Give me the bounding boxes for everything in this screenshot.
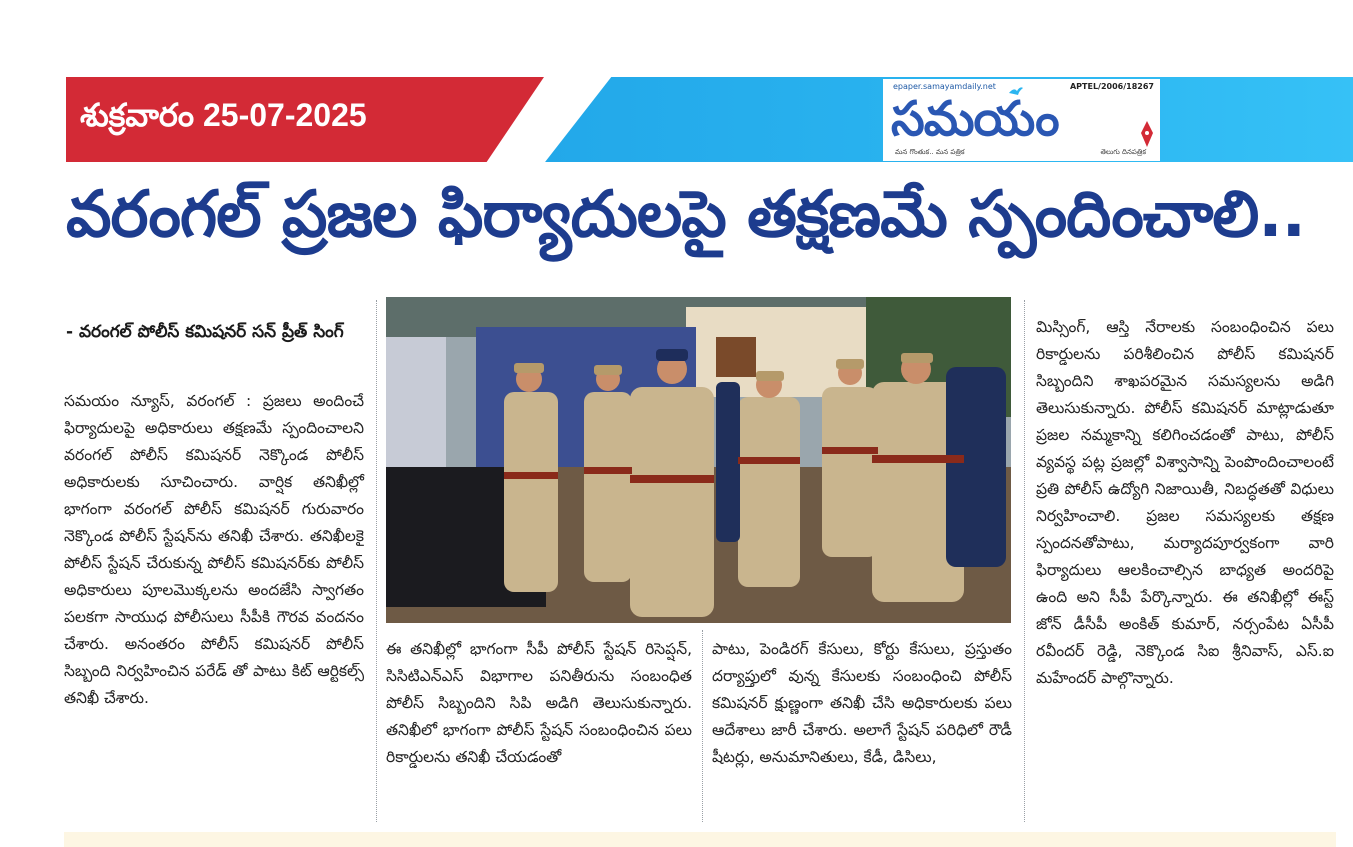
article-photo [386, 297, 1011, 623]
logo-tagline-left: మన గొంతుక.. మన పత్రిక [895, 148, 965, 156]
issue-date: శుక్రవారం 25-07-2025 [80, 97, 367, 133]
article-column-3: పాటు, పెండిరగ్ కేసులు, కోర్టు కేసులు, ప్రస్తుతం దర్యాప్తులో వున్న కేసులకు సంబంధించి పోలీస్ కమిషనర్ క్షుణ్ణంగా తనిఖీ చేసి అధికారులకు పలు ఆదేశాలు జారీ చేశారు. అలాగే స్టేషన్ పరిధిలో రౌడీ షీటర్లు, అనుమానితులు, కేడీ, డిసిలు, [712, 640, 1012, 766]
logo-registration: APTEL/2006/18267 [1069, 82, 1154, 91]
article-column-2: ఈ తనిఖీల్లో భాగంగా సీపీ పోలీస్ స్టేషన్ రిసెప్షన్, సిసిటిఎన్ఎస్ విభాగాల పనితీరును సంబంధిత పోలీస్ సిబ్బందిని సిపి అడిగి తెలుసుకున్నారు. తనిఖీలో భాగంగా పోలీస్ స్టేషన్ సంబంధించిన పలు రికార్డులను తనిఖీ చేయడంతో [386, 640, 692, 766]
article-column-4: మిస్సింగ్, ఆస్తి నేరాలకు సంబంధించిన పలు రికార్డులను పరిశీలించిన పోలీస్ కమిషనర్ సిబ్బందిని శాఖపరమైన సమస్యలను అడిగి తెలుసుకున్నారు. పోలీస్ కమిషనర్ మాట్లాడుతూ ప్రజల నమ్మకాన్ని కలిగించడంతో పాటు, పోలీస్ వ్యవస్థ పట్ల ప్రజల్లో విశ్వాసాన్ని పెంపొందించాలంటే ప్రతి పోలీస్ ఉద్యోగి నిజాయితీ, నిబద్ధతతో విధులు నిర్వహించాలి. ప్రజల సమస్యలకు తక్షణ స్పందనతోపాటు, మర్యాదపూర్వకంగా వారి ఫిర్యాదులు ఆలకించాల్సిన బాధ్యత అందరిపై ఉంది అని సీపీ పేర్కొన్నారు. ఈ తనిఖీల్లో ఈస్ట్ జోన్ డీసీపీ అంకిత్ కుమార్, నర్సంపేట ఏసీపీ రవీందర్ రెడ్డి, నెక్కొండ సిఐ శ్రీనివాస్, ఎస్.ఐ మహేందర్ పాల్గొన్నారు. [1036, 318, 1334, 687]
column-divider [702, 630, 703, 822]
column-divider [376, 300, 377, 822]
logo-tagline-right: తెలుగు దినపత్రిక [1100, 148, 1146, 156]
article-column-1: సమయం న్యూస్, వరంగల్ : ప్రజలు అందించే ఫిర్యాదులపై అధికారులు తక్షణమే స్పందించాలని వరంగల్ పోలీస్ కమిషనర్ నెక్కొండ పోలీస్ అధికారులకు సూచించారు. వార్షిక తనిఖీల్లో భాగంగా వరంగల్ పోలీస్ కమిషనర్ గురువారం నెక్కొండ పోలీస్ స్టేషన్‌ను తనిఖీ చేశారు. తనిఖీలకై పోలీస్ స్టేషన్ చేరుకున్న పోలీస్ కమిషనర్‌కు పోలీస్ అధికారులు పూలమొక్కలను అందజేసి స్వాగతం పలకగా సాయుధ పోలీసులు సీపీకి గౌరవ వందనం చేశారు. అనంతరం పోలీస్ కమిషనర్ పోలీస్ సిబ్బంది నిర్వహించిన పరేడ్ తో పాటు కిట్ ఆర్టికల్స్ తనిఖీ చేశారు. [64, 392, 364, 707]
headline: వరంగల్ ప్రజల ఫిర్యాదులపై తక్షణమే స్పందించాలి.. [66, 178, 1305, 252]
column-divider [1024, 300, 1025, 822]
newspaper-logo [883, 79, 1160, 161]
police-inspection-photo [386, 297, 1011, 623]
pen-nib-icon [1140, 121, 1154, 147]
logo-url: epaper.samayamdaily.net [893, 82, 996, 91]
byline: - వరంగల్ పోలీస్ కమిషనర్ సన్ ప్రీత్ సింగ్ [66, 322, 344, 342]
bottom-advert-strip [64, 832, 1336, 847]
logo-name: సమయం [891, 91, 1059, 147]
